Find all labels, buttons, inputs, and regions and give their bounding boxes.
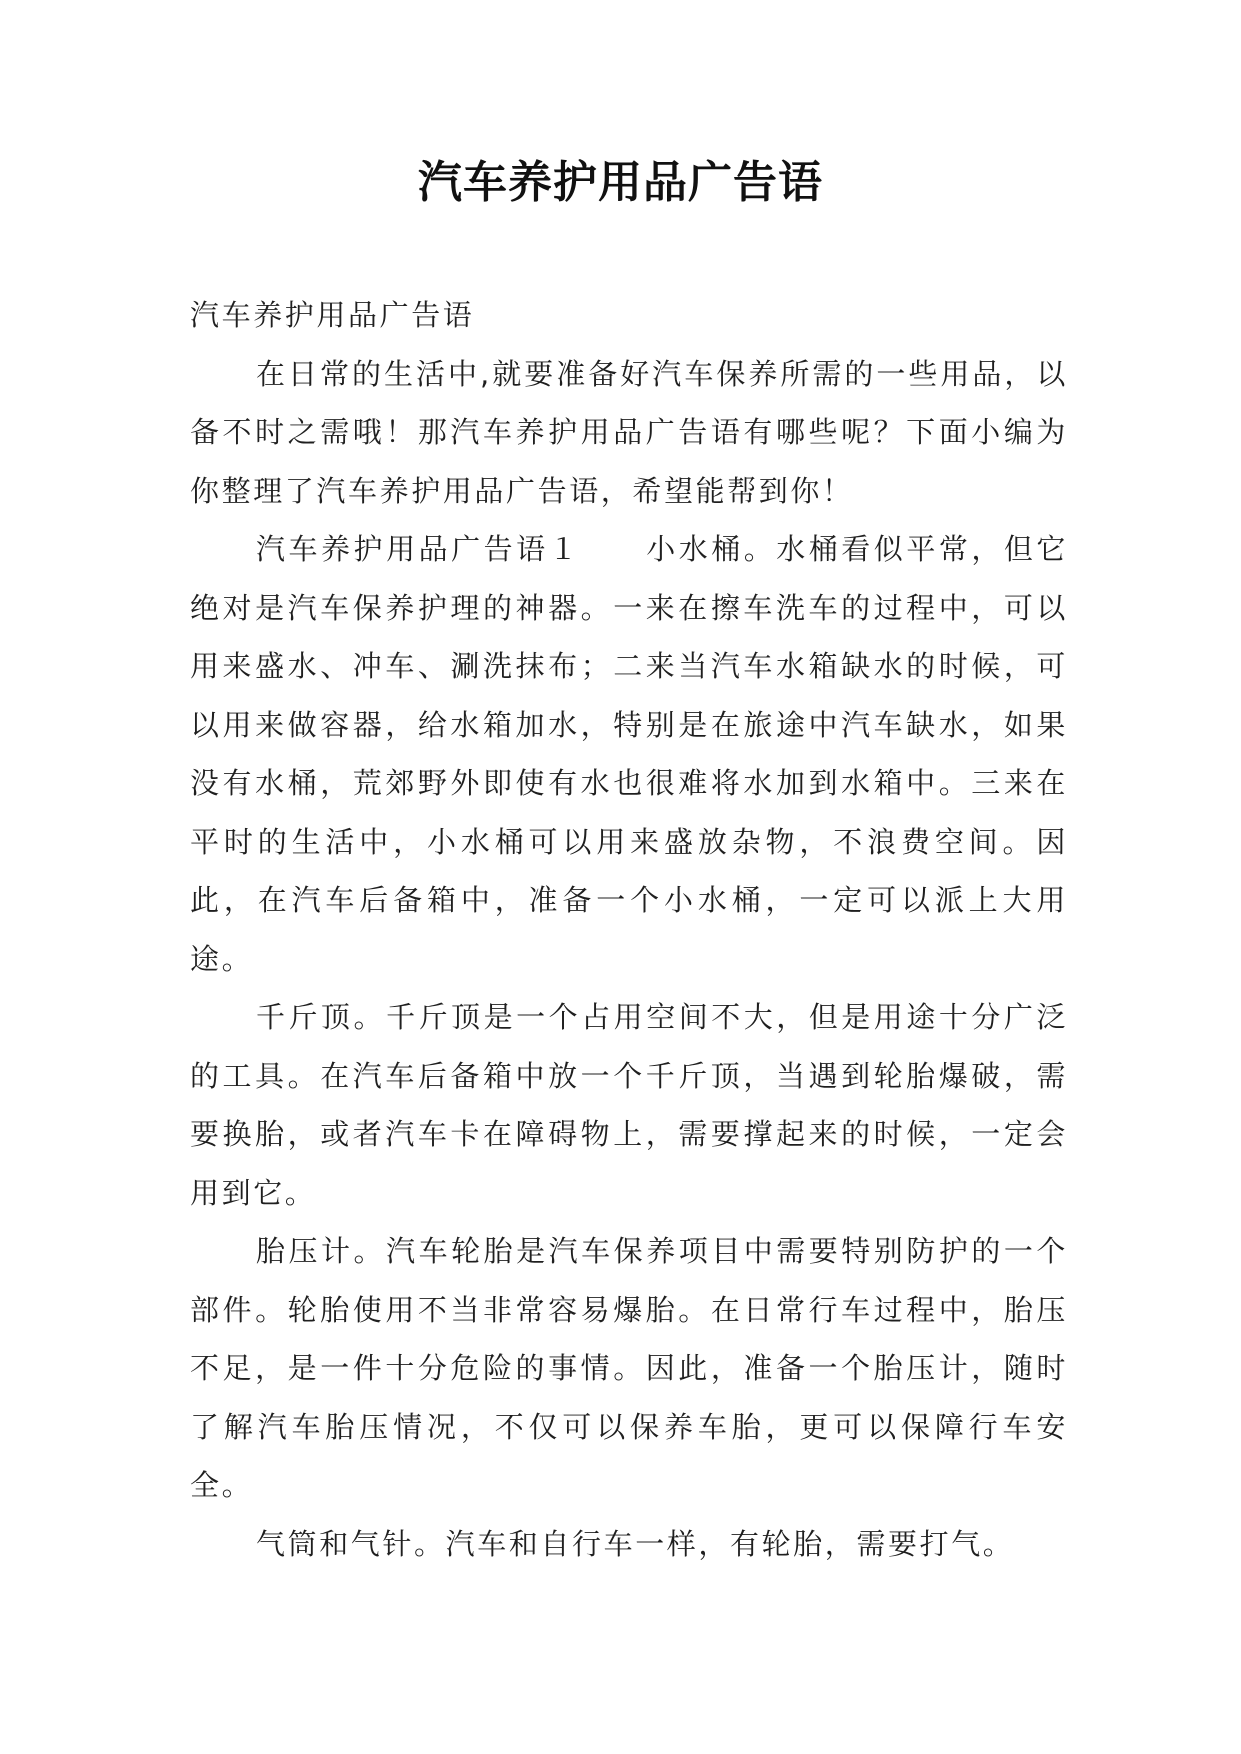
page-title: 汽车养护用品广告语 [418,157,823,208]
bucket-paragraph: 汽车养护用品广告语１ 小水桶。水桶看似平常，但它绝对是汽车保养护理的神器。一来在擦车洗车的过程中，可以用来盛水、冲车、涮洗抹布；二来当汽车水箱缺水的时候，可以用来做容器，给水箱加水，特别是在旅途中汽车缺水，如果没有水桶，荒郊野外即使有水也很难将水加到水箱中。三来在平时的生活中，小水桶可以用来盛放杂物，不浪费空间。因此，在汽车后备箱中，准备一个小水桶，一定可以派上大用途。 [190,532,1068,976]
section-heading: 汽车养护用品广告语 [190,298,475,332]
intro-paragraph: 在日常的生活中,就要准备好汽车保养所需的一些用品，以备不时之需哦！那汽车养护用品广告语有哪些呢？下面小编为你整理了汽车养护用品广告语，希望能帮到你！ [190,356,1068,508]
tire-gauge-paragraph: 胎压计。汽车轮胎是汽车保养项目中需要特别防护的一个部件。轮胎使用不当非常容易爆胎。在日常行车过程中，胎压不足，是一件十分危险的事情。因此，准备一个胎压计，随时了解汽车胎压情况，不仅可以保养车胎，更可以保障行车安全。 [190,1234,1068,1502]
jack-paragraph: 千斤顶。千斤顶是一个占用空间不大，但是用途十分广泛的工具。在汽车后备箱中放一个千斤顶，当遇到轮胎爆破，需要换胎，或者汽车卡在障碍物上，需要撑起来的时候，一定会用到它。 [190,1000,1068,1210]
pump-paragraph: 气筒和气针。汽车和自行车一样，有轮胎，需要打气。 [256,1526,1015,1561]
document-body [190,286,1068,1573]
